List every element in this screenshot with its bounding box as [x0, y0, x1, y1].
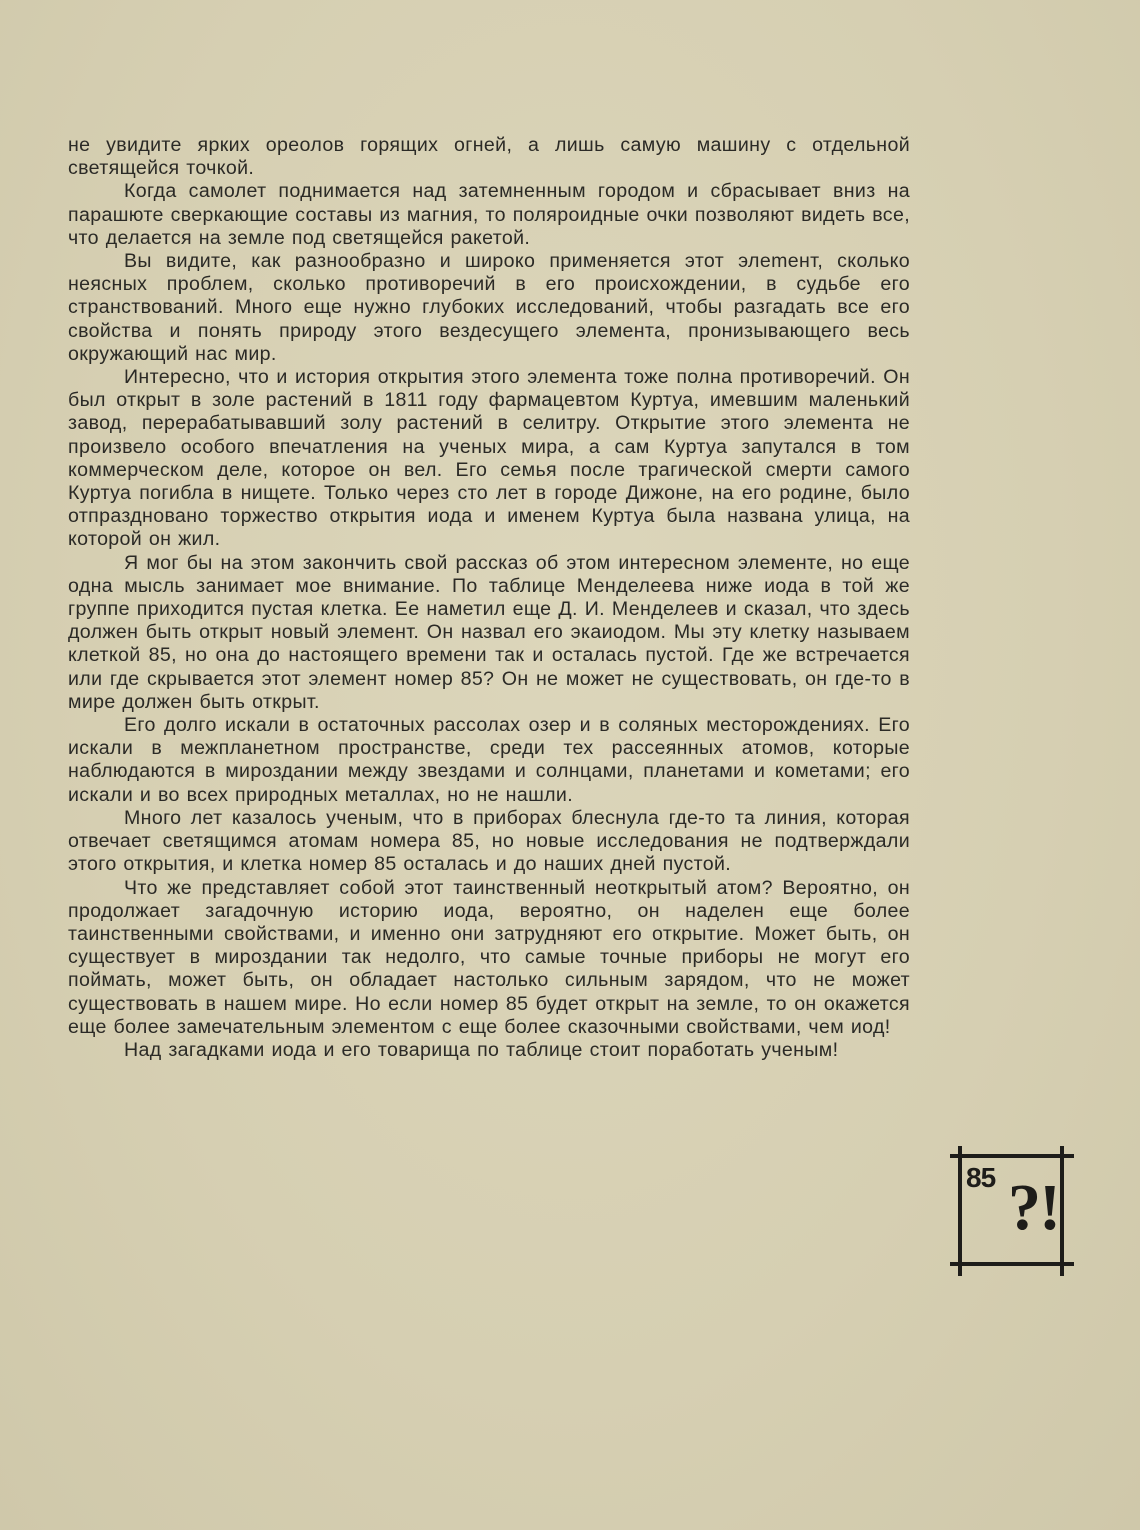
paragraph-8: Что же представляет собой этот таинственный неоткрытый атом? Вероятно, он продолжает загадочную историю иода, вероятно, он наделен еще более таинственными свойствами, и именно они затрудняют его открытие. Может быть, он существует в мироздании так недолго, что самые точные приборы не могут его поймать, может быть, он обладает настолько сильным зарядом, что не может существовать в нашем мире. Но если номер 85 будет открыт на земле, то он окажется еще более замечательным элементом с еще более сказочными свойствами, чем иод! — [68, 876, 910, 1038]
paragraph-9: Над загадками иода и его товарища по таблице стоит поработать ученым! — [124, 1038, 839, 1061]
article-text — [68, 134, 910, 1062]
paragraph-3: Вы видите, как разнообразно и широко применяется этот элеmент, сколько неясных проблем, сколько противоречий в его происхождении, в судьбе его странствований. Много еще нужно глубоких исследований, чтобы разгадать все его свойства и понять природу этого вездесущего элемента, пронизывающего весь окружающий нас мир. — [68, 250, 910, 365]
paragraph-6: Его долго искали в остаточных рассолах озер и в соляных месторождениях. Его искали в межпланетном пространстве, среди тех рассеянных атомов, которые наблюдаются в мироздании между звездами и солнцами, планетами и кометами; его искали и во всех природных металлах, но не нашли. — [68, 714, 910, 806]
element-number-85: 85 — [966, 1162, 996, 1193]
question-exclamation-mark: ?! — [1008, 1171, 1059, 1244]
periodic-cell-85-illustration — [950, 1146, 1078, 1278]
paragraph-5: Я мог бы на этом закончить свой рассказ об этом интересном элементе, но еще одна мысль занимает мое внимание. По таблице Менделеева ниже иода в той же группе приходится пустая клетка. Ее наметил еще Д. И. Менделеев и сказал, что здесь должен быть открыт новый элемент. Он назвал его экаиодом. Мы эту клетку называем клеткой 85, но она до настоящего времени так и осталась пустой. Где же встречается или где скрывается этот элемент номер 85? Он не может не существовать, он где-то в мире должен быть открыт. — [68, 551, 910, 713]
paragraph-4: Интересно, что и история открытия этого элемента тоже полна противоречий. Он был открыт в золе растений в 1811 году фармацевтом Куртуа, имевшим маленький завод, перерабатывавший золу растений в селитру. Открытие этого элемента не произвело особого впечатления на ученых мира, а сам Куртуа запутался в том коммерческом деле, которое он вел. Его семья после трагической смерти самого Куртуа погибла в нищете. Только через сто лет в городе Дижоне, на его родине, было отпраздновано торжество открытия иода и именем Куртуа была названа улица, на которой он жил. — [68, 366, 910, 551]
paragraph-2: Когда самолет поднимается над затемненным городом и сбрасывает вниз на парашюте сверкающие составы из магния, то поляроидные очки позволяют видеть все, что делается на земле под светящейся ракетой. — [68, 180, 910, 249]
paragraph-7: Много лет казалось ученым, что в приборах блеснула где-то та линия, которая отвечает светящимся атомам номера 85, но новые исследования не подтверждали этого открытия, и клетка номер 85 осталась и до наших дней пустой. — [68, 806, 910, 876]
paragraph-1: не увидите ярких ореолов горящих огней, а лишь самую машину с отдельной светящейся точкой. — [68, 134, 910, 180]
